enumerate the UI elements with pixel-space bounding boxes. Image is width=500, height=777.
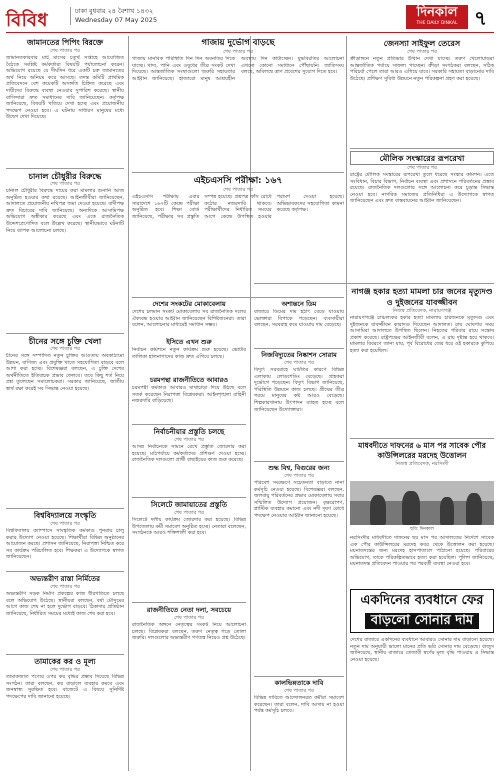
article-headline: নিজবিদ্যুতের নিষ্কাশন সোরাম <box>261 351 337 359</box>
article-headline: অভ্যন্তরীণ রাস্তা নির্মিতের <box>29 574 101 583</box>
article-headline: গাজায় দুর্ভোগ বাড়ছে <box>201 38 275 48</box>
article-body: বিশ্ববিদ্যালয় ক্যাম্পাসে সাংস্কৃতিক কর্মকাণ্ড পুনরায় চালু করার উদ্যোগ নেওয়া হয়েছে। শিক্ষার্থীরা বিভিন্ন অনুষ্ঠানের আয়োজন করছে। প্রশাসন জানিয়েছে, নিরাপত্তা নিশ্চিত করে সব কার্যক্রম পরিচালিত হবে। শিক্ষকরা এ উদ্যোগকে স্বাগত জানিয়েছেন। <box>6 528 124 561</box>
article-separator <box>132 424 246 425</box>
masthead-logo <box>406 5 468 29</box>
article-body: গাজায় মানবিক পরিস্থিতি দিন দিন অবনতির দিকে যাচ্ছে। খাদ্য, পানি এবং ওষুধের তীব্র সংকট দেখা দিয়েছে। আন্তর্জাতিক সংস্থাগুলো জরুরি সহায়তার আহ্বান জানিয়েছে। হাজারো মানুষ আশ্রয়হীন অবস্থায় দিন কাটাচ্ছেন। যুদ্ধবিরতির আলোচনা এখনো কোনো সমাধানে পৌঁছায়নি। জাতিসংঘ বলছে, অবিলম্বে ত্রাণ প্রবেশের সুযোগ দিতে হবে। <box>132 56 344 82</box>
article-body: নারায়ণগঞ্জে চাঞ্চল্যকর হকার হত্যা মামলায় চারজনকে মৃত্যুদণ্ড এবং দুইজনকে যাবজ্জীবন কারাদণ্ড দিয়েছেন আদালত। রায় ঘোষণার সময় আসামিরা আদালতে উপস্থিত ছিলেন। নিহতের পরিবার রায়ে সন্তোষ প্রকাশ করেছে। রাষ্ট্রপক্ষের আইনজীবী বলেন, এ রায় দৃষ্টান্ত হয়ে থাকবে। মামলার বিবরণে জানা যায়, পূর্ব বিরোধের জের ধরে ওই হকারকে কুপিয়ে হত্যা করা হয়েছিল। <box>350 315 494 354</box>
article-separator <box>254 348 344 349</box>
masthead-subtitle: THE DAILY DINKAL <box>416 21 458 26</box>
article-separator <box>6 333 124 334</box>
article-headline: অশান্তনে ডিম <box>281 300 317 308</box>
column-divider <box>128 36 129 771</box>
article-byline: শেষ পাতার পর <box>174 510 204 516</box>
article-body: নরসিংদীর মাধবদীতে দাফনের ছয় মাস পর আদালতের নির্দেশে সাবেক এক পৌর কাউন্সিলরের মরদেহ কবর থেকে উত্তোলন করা হয়েছে। ময়নাতদন্তের জন্য মরদেহ হাসপাতালে পাঠানো হয়েছে। পরিবারের অভিযোগ, তাকে পরিকল্পিতভাবে হত্যা করা হয়েছিল। পুলিশ জানিয়েছে, ময়নাতদন্ত প্রতিবেদন পাওয়ার পর পরবর্তী ব্যবস্থা নেওয়া হবে। <box>350 535 494 568</box>
article-byline: শেষ পাতার পর <box>50 584 80 590</box>
banner-headline-box <box>350 589 494 633</box>
date-bengali: ঢাকা বুধবার ২৪ বৈশাখ ১৪৩২ <box>75 7 154 15</box>
article-byline: শেষ পাতার পর <box>284 360 314 366</box>
date-english: Wednesday 07 May 2025 <box>75 16 158 24</box>
masthead-title: দিনকাল <box>416 5 458 20</box>
news-photo <box>350 481 494 525</box>
article-headline: নির্বাচনীয়ার প্রস্তুতি চলছে <box>153 427 225 436</box>
article-separator <box>132 172 344 173</box>
article-hsc <box>132 175 344 295</box>
article-headline: জেনস্যা সাইফুল তেরেস <box>383 38 461 48</box>
article-headline: এইচএসসি পরীক্ষা: ১৬৭ <box>193 176 283 186</box>
article-body: তামাকজাত পণ্যের ওপর কর বৃদ্ধির প্রস্তাব দিয়েছে বিভিন্ন সংগঠন। তারা বলছেন, কর বাড়ালে ব্যবহার কমবে এবং জনস্বাস্থ্য সুরক্ষিত হবে। বাজেটে এ বিষয়ে সুনির্দিষ্ট পদক্ষেপের দাবি জানানো হয়েছে। <box>6 674 124 700</box>
article-byline: শেষ পাতার পর <box>174 615 204 621</box>
article-separator <box>132 297 344 298</box>
article-byline: শেষ পাতার পর <box>50 346 80 352</box>
article-byline: শেষ পাতার পর <box>50 521 80 527</box>
article-headline: ইসিতে এখন শুরু <box>166 338 212 346</box>
article-body: জামানতকারবার মার্চ মাসের চতুর্থ সপ্তাহে আয়োজিত বৈঠকে সংশ্লিষ্ট কর্মকর্তারা বিষয়টি পর্যালোচনা করেন। অভিযোগ রয়েছে যে দীর্ঘদিন ধরে একটি চক্র জামানতের অর্থ নিয়ে অনিয়ম করে আসছে। তদন্ত কমিটি প্রাথমিক প্রতিবেদনে বেশ কয়েকটি অসঙ্গতি চিহ্নিত করেছে এবং দায়ীদের বিরুদ্ধে ব্যবস্থা নেওয়ার সুপারিশ করেছে। স্থানীয় বাসিন্দারা দ্রুত সমাধানের দাবি জানিয়েছেন। কর্তৃপক্ষ জানিয়েছে, বিষয়টি খতিয়ে দেখা হচ্ছে এবং প্রয়োজনীয় পদক্ষেপ নেওয়া হবে। এ ঘটনায় সাধারণ মানুষের মধ্যে উদ্বেগ দেখা দিয়েছে। <box>6 55 124 121</box>
article-headline: কালভিন্নতাকে দাবি <box>274 679 324 687</box>
article-separator <box>132 497 246 498</box>
article-headline: চানাল চৌধুরীর বিরুদ্ধে <box>28 171 102 181</box>
article-byline: শেষ পাতার পর <box>407 165 437 171</box>
article-chinese <box>6 336 124 506</box>
article-body: নির্বাচন কমিশনে নতুন কার্যক্রম শুরু হয়েছে। ভোটার তালিকা হালনাগাদের কাজ দ্রুত এগিয়ে চলছে। <box>132 347 246 360</box>
article-rajniti <box>132 376 246 422</box>
article-separator <box>350 148 494 149</box>
page-header <box>6 4 494 33</box>
article-headline: শুদ্ধ বিশ্ব, বিগুরের জন্য <box>268 464 330 472</box>
article-body: পরিবেশ সংরক্ষণে সচেতনতা বাড়াতে নানা কর্মসূচি নেওয়া হয়েছে। বিশেষজ্ঞরা বলছেন, জলবায়ু পরিবর্তনের প্রভাব মোকাবেলায় সবার সম্মিলিত উদ্যোগ প্রয়োজন। বৃক্ষরোপণ, প্লাস্টিক ব্যবহার কমানো এবং নদী দূষণ রোধে পদক্ষেপ নেওয়ার আহ্বান জানানো হয়েছে। <box>254 480 344 519</box>
article-separator <box>6 571 124 572</box>
article-headline: সিলেটে জামায়াতের প্রস্তুতি <box>151 500 227 509</box>
article-byline: শেষ পাতার পর <box>284 688 314 694</box>
article-separator <box>6 508 124 509</box>
article-body: ক্রীড়াঙ্গনে নতুন প্রতিভার উত্থান দেখা যাচ্ছে। তরুণ খেলোয়াড়রা আন্তর্জাতিক পর্যায়ে সাফল্য পাচ্ছেন। ক্রীড়া সংগঠকরা বলছেন, সঠিক পরিচর্যা পেলে তারা আরও এগিয়ে যাবে। সরকারি সহায়তা বাড়ানোর দাবি উঠেছে। প্রশিক্ষণ সুবিধা উন্নয়নে নতুন পরিকল্পনা গ্রহণ করা হয়েছে। <box>350 56 494 82</box>
article-byline: নিজস্ব প্রতিবেদক, নরসিংদী <box>395 461 449 467</box>
article-body: বাজারে ডিমের দাম হঠাৎ বেড়ে যাওয়ায় ভোক্তারা বিপাকে পড়েছেন। ব্যবসায়ীরা বলছেন, সরবরাহ কমে যাওয়ায় দাম বেড়েছে। <box>254 309 344 329</box>
article-byline: শেষ পাতার পর <box>174 437 204 443</box>
section-title: বিবিধ <box>6 10 48 31</box>
article-headline: বিশ্ববিদ্যালয়ে সংস্কৃতি <box>33 511 97 520</box>
article-silet <box>132 500 246 600</box>
article-body: চানাল চৌধুরীর বিরুদ্ধে দায়ের করা মামলার শুনানি আজ অনুষ্ঠিত হওয়ার কথা রয়েছে। আইনজীবীরা জানিয়েছেন, আদালতে প্রয়োজনীয় নথিপত্র জমা দেওয়া হয়েছে। বাদীপক্ষ দ্রুত বিচারের দাবি জানিয়েছে। অন্যদিকে আসামিপক্ষ অভিযোগ অস্বীকার করেছে এবং একে রাজনৈতিক উদ্দেশ্যপ্রণোদিত বলে উল্লেখ করেছে। স্থানীয়ভাবে ঘটনাটি নিয়ে ব্যাপক আলোচনা চলছে। <box>6 188 124 234</box>
article-byline: শেষ পাতার পর <box>223 187 253 193</box>
article-abhyantarin <box>6 574 124 652</box>
article-headline: চরমপন্থা রাজনীতিতে আবারও <box>149 376 229 384</box>
article-body: আসন্ন নির্বাচনকে সামনে রেখে প্রস্তুতি জোরদার করা হয়েছে। মাঠপর্যায়ে কর্মকর্তাদের প্রশিক্ষণ দেওয়া হচ্ছে। রাজনৈতিক দলগুলো প্রার্থী বাছাইয়ের কাজ শুরু করেছে। <box>132 444 246 464</box>
article-headline: নাগঞ্জ হকার হত্যা মামলা চার জনের মৃত্যুদণ্ড ও দুইজনের যাবজ্জীবন <box>351 286 493 307</box>
banner-headline-line2: বাড়লো সোনার দাম <box>365 613 479 629</box>
article-separator <box>6 168 124 169</box>
article-jamanat <box>6 38 124 166</box>
article-body: দেশের চলমান সংকট মোকাবেলায় সব রাজনৈতিক দলের ঐক্যবদ্ধ হওয়ার আহ্বান জানিয়েছেন বিশিষ্টজনেরা। তারা বলেন, আলোচনার মাধ্যমেই সমাধান সম্ভব। <box>132 309 246 329</box>
article-body: রাষ্ট্রের মৌলিক সংস্কারের রূপরেখা তুলে ধরেছে সংস্কার কমিশন। এতে সংবিধান, বিচার বিভাগ, নির্বাচন ব্যবস্থা এবং প্রশাসনে পরিবর্তনের প্রস্তাব রয়েছে। রাজনৈতিক দলগুলোর সঙ্গে আলোচনা করে চূড়ান্ত সিদ্ধান্ত নেওয়া হবে। নাগরিক সমাজের প্রতিনিধিরা এ উদ্যোগকে স্বাগত জানিয়েছেন এবং দ্রুত বাস্তবায়নের আহ্বান জানিয়েছেন। <box>350 172 494 205</box>
article-headline: দেশের সংকটের মোকাবেলায় <box>152 300 226 308</box>
banner-body: দেশের বাজারে একদিনের ব্যবধানে আবারও সোনার দাম বাড়ানো হয়েছে। নতুন দাম অনুযায়ী ভালো মানের প্রতি ভরি সোনার দাম বেড়েছে। বাজুস জানিয়েছে, স্থানীয় বাজারে তেজাবী স্বর্ণের মূল্য বৃদ্ধি পাওয়ায় এ সিদ্ধান্ত নেওয়া হয়েছে। <box>350 637 494 663</box>
article-body: চরমপন্থী কর্মকাণ্ড আবারও মাথাচাড়া দিয়ে উঠছে বলে সতর্ক করেছেন নিরাপত্তা বিশ্লেষকরা। আইনশৃঙ্খলা বাহিনী নজরদারি বাড়িয়েছে। <box>132 385 246 405</box>
article-byline: নিজস্ব প্রতিবেদক, নারায়ণগঞ্জ <box>392 308 452 314</box>
article-byline: শেষ পাতার পর <box>284 473 314 479</box>
article-desher <box>132 300 246 336</box>
banner-headline-line1: একদিনের ব্যবধানে ফের <box>360 593 484 608</box>
article-mouliko <box>350 151 494 281</box>
article-nirbachan <box>132 427 246 495</box>
article-kalbhinnnta <box>254 679 344 771</box>
article-byline: শেষ পাতার পর <box>223 49 253 55</box>
article-ecnmt <box>132 338 246 374</box>
photo-caption: ছবি: দিনকাল <box>410 527 434 532</box>
article-headline: রাজনীতিতে নেতা দলা, সবচেয়ে <box>146 606 232 614</box>
article-body: চীনের সঙ্গে সম্পাদিত নতুন চুক্তির আওতায় অবকাঠামো উন্নয়ন, বাণিজ্য এবং প্রযুক্তি খাতে সহযোগিতা বাড়বে বলে আশা করা হচ্ছে। বিশেষজ্ঞরা বলছেন, এ চুক্তি দেশের অর্থনীতিতে ইতিবাচক প্রভাব ফেলবে। তবে কিছু শর্ত নিয়ে প্রশ্ন তুলেছেন সমালোচকরা। সরকার জানিয়েছে, জাতীয় স্বার্থ রক্ষা করেই সব সিদ্ধান্ত নেওয়া হয়েছে। <box>6 353 124 392</box>
article-body: অভ্যন্তরীণ সড়ক নির্মাণ প্রকল্পের কাজ ধীরগতিতে চলছে বলে অভিযোগ উঠেছে। স্থানীয়রা বলছেন, বর্ষা মৌসুমের আগে কাজ শেষ না হলে দুর্ভোগ বাড়বে। ঠিকাদার প্রতিষ্ঠান জানিয়েছে, নির্ধারিত সময়ের মধ্যেই কাজ শেষ করা হবে। <box>6 591 124 617</box>
article-byline: শেষ পাতার পর <box>50 48 80 54</box>
article-gaza <box>132 38 344 170</box>
article-biswabidyalaya <box>6 511 124 569</box>
article-mawla <box>350 441 494 587</box>
article-separator <box>132 602 246 603</box>
date-block <box>70 7 157 25</box>
article-body: রাজনৈতিক অঙ্গনে নেতৃত্বের সংকট নিয়ে আলোচনা চলছে। বিশ্লেষকরা বলছেন, তরুণ নেতৃত্ব গড়ে তোলা জরুরি। দলগুলোর অভ্যন্তরীণ গণতন্ত্র নিয়েও প্রশ্ন উঠেছে। <box>132 622 246 642</box>
article-rajbaritu <box>132 605 246 771</box>
article-separator <box>350 438 494 439</box>
article-nijshiftte <box>254 351 344 459</box>
article-shuddho <box>254 464 344 674</box>
article-headline: মৌলিক সংস্কারের রূপরেখা <box>350 151 494 165</box>
article-headline: মাধবদীতে দাফনের ৬ মাস পর সাবেক পৌর কাউন্সিলরের মরদেহ উত্তোলন <box>358 441 486 460</box>
article-separator <box>254 461 344 462</box>
article-ashantane <box>254 300 344 346</box>
article-separator <box>254 676 344 677</box>
article-separator <box>6 654 124 655</box>
gold-price-article <box>350 589 494 771</box>
article-separator <box>254 283 494 284</box>
article-headline: তামাকের কর ও মূল্য <box>34 657 96 666</box>
column-divider <box>346 36 347 771</box>
article-body: সিলেটে দলীয় কার্যক্রম জোরদার করা হয়েছে। বিভিন্ন উপজেলায় কর্মী সমাবেশ অনুষ্ঠিত হচ্ছে। নেতারা বলেছেন, সংগঠনকে আরও শক্তিশালী করা হবে। <box>132 517 246 537</box>
article-body: বিদ্যুৎ সরবরাহে ঘাটতির কারণে বিভিন্ন এলাকায় লোডশেডিং বেড়েছে। গ্রাহকরা দুর্ভোগে পড়েছেন। বিদ্যুৎ বিভাগ জানিয়েছে, পরিস্থিতি উন্নয়নে কাজ চলছে। গ্রীষ্মের তীব্র গরমে মানুষের কষ্ট আরও বেড়েছে। শিল্পকারখানায় উৎপাদন ব্যাহত হচ্ছে বলে জানিয়েছেন উদ্যোক্তারা। <box>254 367 344 413</box>
article-body: এইচএসসি পরীক্ষায় এবার সারাদেশে ১৬৭টি কেন্দ্রে পরীক্ষা অনুষ্ঠিত হবে। শিক্ষা বোর্ড জানিয়েছে, পরীক্ষার সব প্রস্তুতি সম্পন্ন হয়েছে। প্রশ্নপত্র ফাঁস রোধে কঠোর নজরদারি থাকবে। পরীক্ষার্থীদের নির্ধারিত সময়ের আগে কেন্দ্রে উপস্থিত হওয়ার পরামর্শ দেওয়া হয়েছে। অভিভাবকদের সহযোগিতা কামনা করেছে কর্তৃপক্ষ। <box>132 194 344 220</box>
article-nagonj <box>350 286 494 436</box>
article-body: বিভিন্ন দাবিতে আন্দোলনরত কর্মীরা সমাবেশ করেছেন। তারা বলেন, দাবি আদায় না হওয়া পর্যন্ত কর্মসূচি চলবে। <box>254 695 344 715</box>
article-tamak <box>6 657 124 771</box>
article-chanal <box>6 171 124 331</box>
article-headline: জামানতের পিপিং বিরক্তে <box>26 38 104 47</box>
newspaper-page <box>6 4 494 773</box>
page-number: ৭ <box>474 6 488 30</box>
article-frenzy <box>350 38 494 146</box>
article-byline: শেষ পাতার পর <box>50 667 80 673</box>
article-headline: চীনের সঙ্গে চুক্তি খেলা <box>28 336 102 346</box>
article-byline: শেষ পাতার পর <box>407 49 437 55</box>
article-byline: শেষ পাতার পর <box>50 181 80 187</box>
